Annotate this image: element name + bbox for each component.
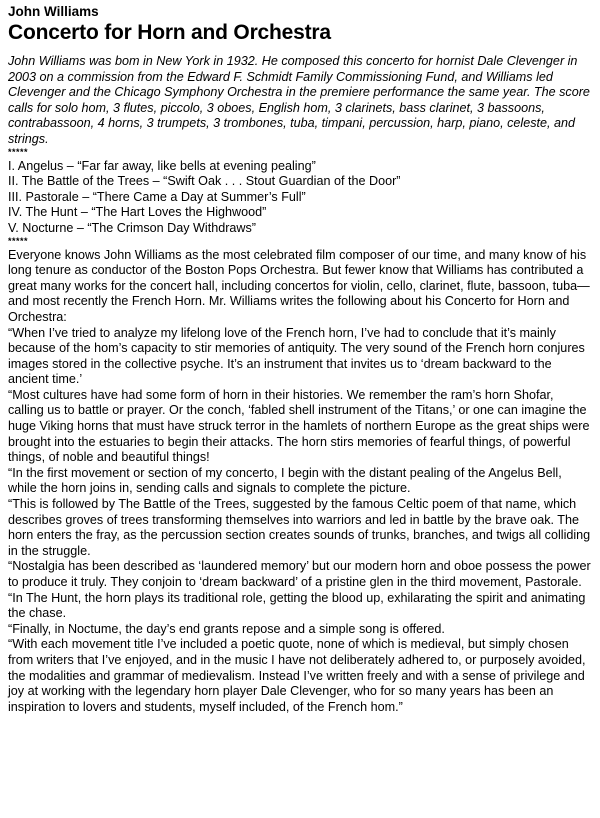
body-paragraph: Everyone knows John Williams as the most celebrated film composer of our time, and many know of his long tenure as conductor of the Boston Pops Orchestra. But fewer know that Williams has contributed a great many works for the concert hall, including concertos for violin, cello, clarinet, flute, bassoon, tuba—and most recently the French Horn. Mr. Williams writes the following about his Concerto for Horn and Orchestra:	[8, 247, 590, 324]
body-text	[8, 248, 592, 716]
movement-item: III. Pastorale – “There Came a Day at Summer’s Full”	[8, 189, 306, 204]
body-paragraph: “Nostalgia has been described as ‘laundered memory’ but our modern horn and oboe possess the power to produce it truly. They conjoin to ‘dream backward’ of a pristine glen in the third movement, Pastorale.	[8, 559, 591, 589]
separator-top: *****	[8, 146, 29, 157]
body-paragraph: “This is followed by The Battle of the Trees, suggested by the famous Celtic poem of that name, which describes groves of trees transforming themselves into warriors and led in battle by the brave oak. The horn enters the fray, as the percussion section creates sounds of trunks, branches, and twigs all colliding in the struggle.	[8, 497, 591, 558]
composer-name: John Williams	[8, 4, 99, 19]
movement-item: II. The Battle of the Trees – “Swift Oak . . . Stout Guardian of the Door”	[8, 174, 401, 189]
body-paragraph: “Most cultures have had some form of horn in their histories. We remember the ram’s horn Shofar, calling us to battle or prayer. Or the conch, ‘fabled shell instrument of the Titans,’ or one can imagine the huge Viking horns that must have struck terror in the hamlets of northern Europe as the great ships were brought into the estuaries to begin their attacks. The horn stirs memories of fearful things, of powerful things, of noble and beautiful things!	[8, 387, 590, 465]
body-paragraph: “Finally, in Noctume, the day’s end grants repose and a simple song is offered.	[8, 621, 445, 636]
movement-list	[8, 159, 592, 237]
movement-item: V. Nocturne – “The Crimson Day Withdraws”	[8, 220, 256, 235]
body-paragraph: “In the first movement or section of my concerto, I begin with the distant pealing of the Angelus Bell, while the horn joins in, sending calls and signals to complete the picture.	[8, 465, 562, 496]
separator-bottom: *****	[8, 235, 29, 246]
movement-item: I. Angelus – “Far far away, like bells at evening pealing”	[8, 158, 316, 173]
page-title: Concerto for Horn and Orchestra	[8, 21, 331, 44]
body-paragraph: “With each movement title I’ve included a poetic quote, none of which is medieval, but simply chosen from writers that I’ve enjoyed, and in the music I have not deliberately adhered to, or purposely avoided, the modalities and grammar of medievalism. Instead I’ve written freely and with a sense of privilege and joy at working with the legendary horn player Dale Clevenger, who for so many years has been an inspiration to lovers and students, myself included, of the French hom.”	[8, 637, 586, 714]
body-paragraph: “When I’ve tried to analyze my lifelong love of the French horn, I’ve had to conclude that it’s mainly because of the hom’s capacity to stir memories of antiquity. The very sound of the French horn conjures images stored in the collective psyche. It’s an instrument that invites us to ‘dream backward to the ancient time.’	[8, 325, 585, 387]
body-paragraph: “In The Hunt, the horn plays its traditional role, getting the blood up, exhilarating the spirit and animating the chase.	[8, 590, 586, 621]
intro-paragraph: John Williams was bom in New York in 1932. He composed this concerto for hornist Dale Clevenger in 2003 on a commission from the Edward F. Schmidt Family Commissioning Fund, and Williams led Clevenger and the Chicago Symphony Orchestra in the premiere performance the same year. The score calls for solo hom, 3 flutes, piccolo, 3 oboes, English hom, 3 clarinets, bass clarinet, 3 bassoons, contrabassoon, 4 horns, 3 trumpets, 3 trombones, tuba, timpani, percussion, harp, piano, celeste, and strings.	[8, 54, 590, 146]
movement-item: IV. The Hunt – “The Hart Loves the Highwood”	[8, 205, 267, 220]
